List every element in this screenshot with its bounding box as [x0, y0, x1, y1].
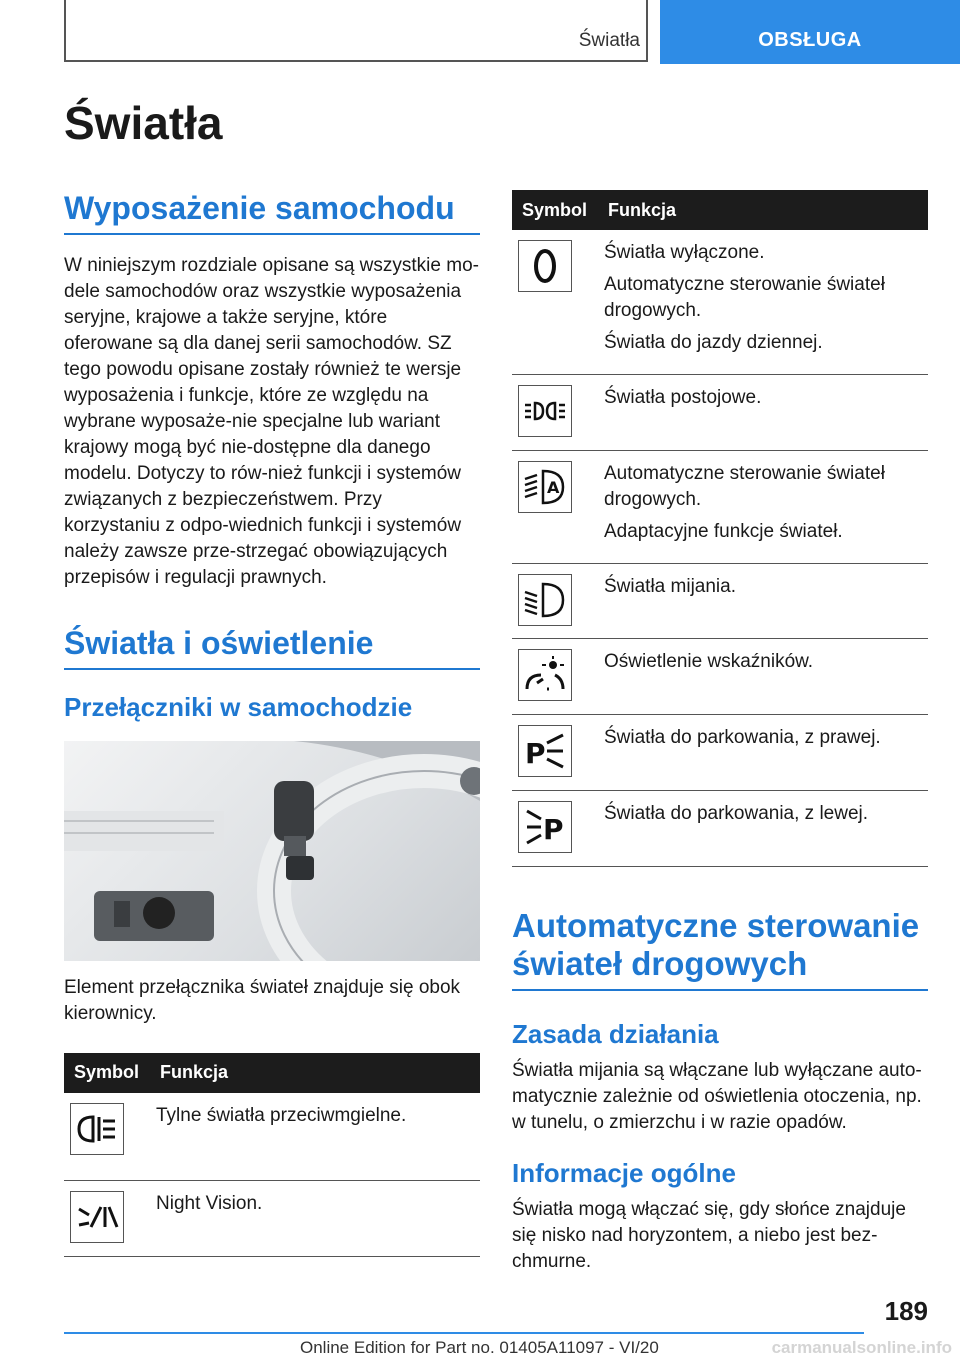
page-title: Światła [64, 97, 223, 149]
function-text: Światła do parkowania, z prawej. [604, 727, 881, 748]
right-column [512, 190, 928, 1275]
paragraph-principle: Światła mijania są włączane lub wyłączane auto-matycznie zależnie od oświetlenia otoczenia, np. w tunelu, o zmierzchu i w razie opadów. [512, 1059, 922, 1133]
svg-text:A: A [547, 478, 560, 497]
paragraph-equipment: W niniejszym rozdziale opisane są wszystkie mo-dele samochodów oraz wszystkie wyposażenia seryjne, krajowe a także seryjne, które oferowane są dla danej serii samochodów. SZ tego powodu opisane zostały również te wersje wyposażenia i funkcje, które ze względu na wybrane wyposaże-nie specjalne lub wariant krajowy mogą być nie-dostępne dla danego modelu. Dotyczy to rów-nież funkcji i systemów związanych z bezpieczeństwem. Przy korzystaniu z odpo-wiednich funkcji i systemów należy zawsze prze-strzegać obowiązujących przepisów i regulacji prawnych. [64, 254, 479, 588]
heading-general: Informacje ogólne [512, 1157, 736, 1188]
table-row [512, 451, 928, 564]
footer-divider [64, 1332, 864, 1334]
switch-photo [64, 741, 480, 961]
svg-text:P: P [543, 813, 564, 846]
col-function-header: Funkcja [150, 1053, 480, 1093]
table-row [64, 1093, 480, 1181]
lights-off-zero-icon [518, 240, 572, 292]
header-section-title: Światła [578, 30, 640, 51]
table-row [512, 564, 928, 639]
function-text: Oświetlenie wskaźników. [604, 651, 814, 672]
parking-lights-icon [518, 385, 572, 437]
page-number: 189 [884, 1296, 928, 1326]
table-row [512, 230, 928, 375]
instrument-lighting-icon [518, 649, 572, 701]
table-row [512, 375, 928, 451]
svg-text:P: P [525, 737, 546, 770]
heading-auto-high-beam: Automatyczne sterowanie świateł drogowych [512, 907, 928, 991]
parking-light-right-icon [518, 725, 572, 777]
col-symbol-header: Symbol [512, 190, 598, 230]
header-tab-obsluga[interactable]: OBSŁUGA [660, 0, 960, 64]
function-text: Światła mijania. [604, 576, 736, 597]
col-symbol-header: Symbol [64, 1053, 150, 1093]
function-text: Automatyczne sterowanie świateł drogowych. [604, 463, 885, 510]
table-row [64, 1181, 480, 1257]
heading-principle: Zasada działania [512, 1018, 719, 1049]
function-text: Automatyczne sterowanie świateł drogowych. [604, 274, 885, 321]
function-text: Night Vision. [156, 1193, 263, 1215]
left-symbol-table [64, 1053, 480, 1258]
right-symbol-table [512, 190, 928, 867]
watermark: carmanualsonline.info [771, 1338, 952, 1357]
left-column [64, 190, 480, 1257]
parking-light-left-icon [518, 801, 572, 853]
footer-edition: Online Edition for Part no. 01405A11097 - VI/20 [300, 1338, 659, 1357]
steering-area-illustration [64, 741, 480, 961]
function-text: Światła do jazdy dziennej. [604, 332, 823, 353]
function-text: Światła do parkowania, z lewej. [604, 803, 869, 824]
heading-equipment: Wyposażenie samochodu [64, 190, 480, 235]
night-vision-icon [70, 1191, 124, 1243]
heading-switches: Przełączniki w samochodzie [64, 691, 413, 722]
table-row [512, 715, 928, 791]
function-text: Światła postojowe. [604, 387, 762, 408]
auto-headlight-icon [518, 461, 572, 513]
header-frame [64, 0, 648, 62]
function-text: Światła wyłączone. [604, 242, 765, 263]
photo-caption: Element przełącznika świateł znajduje się obok kierownicy. [64, 976, 461, 1024]
table-row [512, 791, 928, 867]
function-text: Adaptacyjne funkcje świateł. [604, 521, 843, 542]
function-text: Tylne światła przeciwmgielne. [156, 1104, 407, 1126]
table-row [512, 639, 928, 715]
rear-fog-light-icon [70, 1103, 124, 1155]
paragraph-general: Światła mogą włączać się, gdy słońce znajduje się nisko nad horyzontem, a niebo jest bez-chmurne. [512, 1198, 906, 1272]
heading-lights: Światła i oświetlenie [64, 625, 480, 670]
low-beam-icon [518, 574, 572, 626]
col-function-header: Funkcja [598, 190, 928, 230]
